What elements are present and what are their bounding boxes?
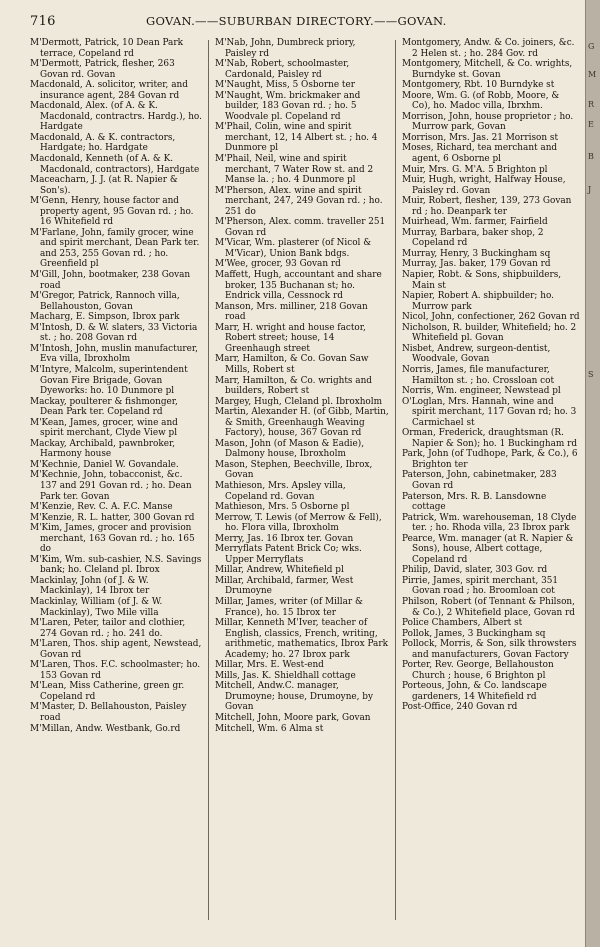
directory-entry: Morrison, Mrs. Jas. 21 Morrison st (402, 132, 559, 143)
directory-entry: M'Naught, Wm. brickmaker and builder, 183 Govan rd. ; ho. 5 Woodvale pl. Copeland rd (215, 90, 361, 122)
directory-entry: Marr, Hamilton, & Co. Govan Saw Mills, Robert st (215, 354, 369, 375)
directory-entry: M'Vicar, Wm. plasterer (of Nicol & M'Vicar), Union Bank bdgs. (215, 238, 372, 259)
directory-entry: Mackinlay, William (of J. & W. Mackinlay), Two Mile villa (30, 596, 163, 618)
directory-entry: Morrison, John, house proprietor ; ho. Murrow park, Govan (402, 111, 574, 133)
directory-entry: Macdonald, Kenneth (of A. & K. Macdonald, contractors), Hardgate (30, 154, 200, 175)
directory-entry: M'Dermott, Patrick, flesher, 263 Govan rd. Govan (30, 59, 175, 80)
directory-entry: Muir, Mrs. G. M'A. 5 Brighton pl (402, 164, 548, 175)
column-1 (30, 38, 202, 938)
directory-entry: Macharg, E. Simpson, Ibrox park (30, 312, 180, 323)
page-number: 716 (30, 14, 56, 29)
directory-entry: Mason, John (of Mason & Eadie), Dalmony house, Ibroxholm (215, 438, 365, 460)
directory-entry: Montgomery, Mitchell, & Co. wrights, Burndyke st. Govan (402, 59, 573, 80)
directory-entry: Napier, Robert A. shipbuilder; ho. Murrow park (402, 291, 554, 312)
directory-entry: M'Phail, Neil, wine and spirit merchant, 7 Water Row st. and 2 Manse la. ; ho. 4 Dunmore pl (215, 154, 374, 186)
directory-entry: Pirrie, James, spirit merchant, 351 Govan road ; ho. Broomloan cot (402, 575, 559, 597)
directory-entry: M'Kim, James, grocer and provision merchant, 163 Govan rd. ; ho. 165 do (30, 523, 195, 555)
directory-entry: Merrow, T. Lewis (of Merrow & Fell), ho. Flora villa, Ibroxholm (215, 512, 382, 534)
directory-entry: Pollok, James, 3 Buckingham sq (402, 628, 546, 639)
directory-entry: Police Chambers, Albert st (402, 618, 523, 629)
directory-entry: Porter, Rev. George, Bellahouston Church ; house, 6 Brighton pl (402, 660, 554, 681)
directory-entry: M'Kean, James, grocer, wine and spirit merchant, Clyde View pl (30, 417, 178, 439)
directory-entry: Nisbet, Andrew, surgeon-dentist, Woodvale, Govan (402, 343, 551, 365)
directory-entry: M'Millan, Andw. Westbank, Go.rd (30, 723, 181, 734)
directory-entry: Mitchell, John, Moore park, Govan (215, 713, 371, 723)
edge-letter: S (588, 370, 594, 379)
directory-entry: Millar, Kenneth M'Iver, teacher of English, classics, French, writing, arithmetic, mathematics, Ibrox Park Academy; ho. 27 Ibrox park (215, 618, 388, 660)
directory-entry: Paterson, John, cabinetmaker, 283 Govan rd (402, 470, 557, 491)
directory-entry: M'Pherson, Alex. wine and spirit merchant, 247, 249 Govan rd. ; ho. 251 do (215, 185, 383, 217)
directory-entry: M'Kenzie, Rev. C. A. F.C. Manse (30, 502, 173, 513)
directory-entry: Montgomery, Andw. & Co. joiners, &c. 2 Helen st. ; ho. 284 Gov. rd (402, 38, 575, 59)
directory-entry: Manson, Mrs. milliner, 218 Govan road (215, 301, 368, 323)
running-title: GOVAN.——SUBURBAN DIRECTORY.——GOVAN. (146, 14, 447, 28)
directory-entry: Moore, Wm. G. (of Robb, Moore, & Co), ho. Madoc villa, Ibrxhm. (402, 90, 560, 112)
directory-entry: Mitchell, Andw.C. manager, Drumoyne; house, Drumoyne, by Govan (215, 681, 374, 713)
column-2 (215, 38, 389, 938)
directory-entry: Mackinlay, John (of J. & W. Mackinlay), 14 Ibrox ter (30, 575, 150, 597)
directory-entry: M'Kechnie, John, tobacconist, &c. 137 and 291 Govan rd. ; ho. Dean Park ter. Govan (30, 470, 192, 502)
directory-entry: M'Phail, Colin, wine and spirit merchant, 12, 14 Albert st. ; ho. 4 Dunmore pl (215, 122, 378, 154)
directory-entry: Mitchell, Wm. 6 Alma st (215, 723, 324, 734)
directory-entry: Macdonald, A. solicitor, writer, and insurance agent, 284 Govan rd (30, 80, 188, 101)
directory-entry: Millar, Andrew, Whitefield pl (215, 565, 344, 576)
directory-entry: Millar, Mrs. E. West-end (215, 660, 324, 671)
directory-entry: Murray, Henry, 3 Buckingham sq (402, 248, 551, 259)
directory-entry: M'Kenzie, R. L. hatter, 300 Govan rd (30, 512, 195, 523)
edge-letter: B (588, 152, 594, 161)
directory-entry: Margey, Hugh, Cleland pl. Ibroxholm (215, 396, 383, 407)
column-divider (208, 40, 209, 920)
directory-entry: Murray, Barbara, baker shop, 2 Copeland rd (402, 227, 544, 249)
edge-letter: J (588, 185, 592, 194)
directory-entry: Montgomery, Rbt. 10 Burndyke st (402, 80, 555, 91)
directory-entry: Nicholson, R. builder, Whitefield; ho. 2 Whitefield pl. Govan (402, 322, 577, 344)
directory-entry: Maceacharn, J. J. (at R. Napier & Son's). (30, 175, 178, 196)
directory-entry: Park, John (of Tudhope, Park, & Co.), 6 Brighton ter (402, 449, 578, 470)
directory-entry: Muir, Robert, flesher, 139, 273 Govan rd ; ho. Deanpark ter (402, 196, 572, 217)
directory-entry: M'Laren, Thos. ship agent, Newstead, Govan rd (30, 639, 202, 660)
directory-columns (30, 38, 580, 938)
directory-entry: M'Wee, grocer, 93 Govan rd (215, 259, 341, 270)
directory-entry: M'Nab, John, Dumbreck priory, Paisley rd (215, 38, 356, 59)
directory-entry: Merryflats Patent Brick Co; wks. Upper Merryflats (215, 544, 362, 565)
column-3 (402, 38, 580, 938)
directory-entry: Muir, Hugh, wright, Halfway House, Paisley rd. Govan (402, 175, 566, 196)
directory-entry: M'Nab, Robert, schoolmaster, Cardonald, Paisley rd (215, 59, 350, 80)
directory-entry: Merry, Jas. 16 Ibrox ter. Govan (215, 533, 354, 544)
directory-entry: M'Kechnie, Daniel W. Govandale. (30, 459, 179, 470)
edge-letter: E (588, 120, 594, 129)
directory-entry: M'Kim, Wm. sub-cashier, N.S. Savings bank; ho. Cleland pl. Ibrox (30, 554, 202, 576)
page-header (30, 14, 575, 30)
directory-entry: Macdonald, A. & K. contractors, Hardgate; ho. Hardgate (30, 132, 176, 154)
directory-entry: Post-Office, 240 Govan rd (402, 702, 518, 713)
directory-entry: Mills, Jas. K. Shieldhall cottage (215, 670, 356, 681)
directory-entry: Marr, H. wright and house factor, Robert street; house, 14 Greenhaugh street (215, 322, 366, 354)
directory-entry: Maffett, Hugh, accountant and share broker, 135 Buchanan st; ho. Endrick villa, Cessnock rd (215, 270, 382, 302)
directory-entry: M'Gregor, Patrick, Rannoch villa, Bellahouston, Govan (30, 291, 180, 312)
edge-letter: G (588, 42, 595, 51)
directory-entry: M'Intyre, Malcolm, superintendent Govan Fire Brigade, Govan Dyeworks: ho. 10 Dunmore pl (30, 364, 188, 397)
directory-entry: Pollock, Morris, & Son, silk throwsters and manufacturers, Govan Factory (402, 639, 577, 660)
directory-entry: Macdonald, Alex. (of A. & K. Macdonald, contractrs. Hardg.), ho. Hardgate (30, 101, 202, 133)
directory-entry: M'Genn, Henry, house factor and property agent, 95 Govan rd. ; ho. 16 Whitefield rd (30, 196, 194, 228)
directory-entry: Patrick, Wm. warehouseman, 18 Clyde ter. ; ho. Rhoda villa, 23 Ibrox park (402, 512, 577, 534)
column-divider (395, 40, 396, 920)
directory-entry: M'Naught, Miss, 5 Osborne ter (215, 80, 355, 91)
directory-entry: M'Intosh, John, muslin manufacturer, Eva villa, Ibroxholm (30, 343, 198, 365)
directory-entry: Moses, Richard, tea merchant and agent, 6 Osborne pl (402, 143, 558, 165)
directory-entry: Norris, Wm. engineer, Newstead pl (402, 386, 561, 397)
directory-entry: Porteous, John, & Co. landscape gardeners, 14 Whitefield rd (402, 681, 547, 702)
directory-entry: Orman, Frederick, draughtsman (R. Napier & Son); ho. 1 Buckingham rd (402, 428, 578, 449)
directory-entry: M'Lean, Miss Catherine, green gr. Copeland rd (30, 681, 185, 702)
directory-entry: Mason, Stephen, Beechville, Ibrox, Govan (215, 459, 373, 481)
directory-entry: M'Farlane, John, family grocer, wine and spirit merchant, Dean Park ter. and 253, 255 Govan rd. ; ho. Greenfield pl (30, 227, 200, 270)
directory-entry: Millar, James, writer (of Millar & France), ho. 15 Ibrox ter (215, 596, 363, 618)
directory-entry: Murray, Jas. baker, 179 Govan rd (402, 259, 551, 270)
edge-letter: M (588, 70, 597, 79)
directory-entry: Napier, Robt. & Sons, shipbuilders, Main st (402, 270, 562, 291)
directory-entry: M'Pherson, Alex. comm. traveller 251 Govan rd (215, 217, 386, 238)
directory-entry: M'Laren, Peter, tailor and clothier, 274 Govan rd. ; ho. 241 do. (30, 618, 186, 639)
directory-entry: Martin, Alexander H. (of Gibb, Martin, & Smith, Greenhaugh Weaving Factory), house, 367 Govan rd (215, 407, 389, 439)
directory-entry: Mackay, Archibald, pawnbroker, Harmony house (30, 438, 176, 460)
directory-entry: M'Gill, John, bootmaker, 238 Govan road (30, 270, 191, 291)
directory-entry: M'Master, D. Bellahouston, Paisley road (30, 702, 187, 723)
directory-entry: Muirhead, Wm. farmer, Fairfield (402, 217, 548, 228)
directory-entry: Mathieson, Mrs. 5 Osborne pl (215, 502, 350, 513)
edge-letter: R (588, 100, 595, 109)
directory-entry: Pearce, Wm. manager (at R. Napier & Sons), house, Albert cottage, Copeland rd (402, 533, 574, 565)
adjacent-page-edge (585, 0, 600, 947)
directory-entry: Mackay, poulterer & fishmonger, Dean Park ter. Copeland rd (30, 396, 178, 418)
directory-entry: Philip, David, slater, 303 Gov. rd (402, 565, 548, 576)
directory-entry: O'Loglan, Mrs. Hannah, wine and spirit merchant, 117 Govan rd; ho. 3 Carmichael st (402, 396, 577, 428)
directory-entry: Mathieson, Mrs. Apsley villa, Copeland rd. Govan (215, 480, 346, 502)
directory-entry: Nicol, John, confectioner, 262 Govan rd (402, 312, 580, 323)
directory-entry: Millar, Archibald, farmer, West Drumoyne (215, 575, 354, 597)
directory-entry: M'Intosh, D. & W. slaters, 33 Victoria st. ; ho. 208 Govan rd (30, 322, 198, 344)
directory-entry: Philson, Robert (of Tennant & Philson, & Co.), 2 Whitefield place, Govan rd (402, 596, 575, 618)
directory-entry: M'Laren, Thos. F.C. schoolmaster; ho. 153 Govan rd (30, 660, 201, 681)
directory-entry: M'Dermott, Patrick, 10 Dean Park terrace, Copeland rd (30, 38, 183, 59)
directory-entry: Norris, James, file manufacturer, Hamilton st. ; ho. Crossloan cot (402, 364, 555, 386)
directory-entry: Marr, Hamilton, & Co. wrights and builders, Robert st (215, 375, 372, 397)
directory-entry: Paterson, Mrs. R. B. Lansdowne cottage (402, 491, 547, 513)
